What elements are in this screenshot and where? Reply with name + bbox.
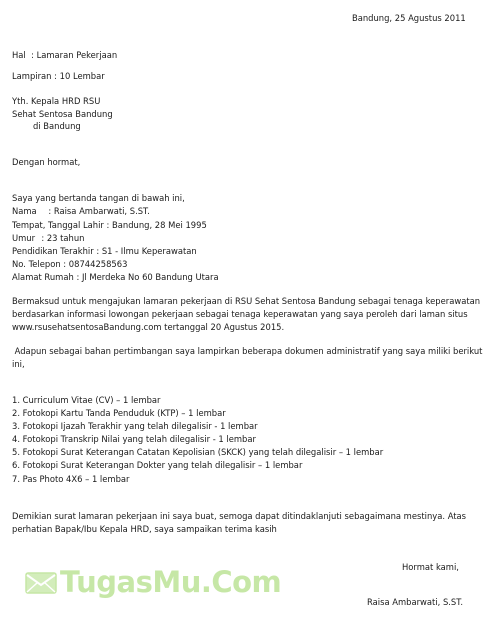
field-label: No. Telepon: [12, 259, 61, 269]
field-label: Alamat Rumah: [12, 272, 74, 282]
field-label: Nama: [12, 206, 37, 216]
document-item: 4. Fotokopi Transkrip Nilai yang telah dilegalisir - 1 lembar: [12, 434, 256, 444]
purpose-line: berdasarkan informasi lowongan pekerjaan sebagai tenaga keperawatan yang saya peroleh dari laman situs: [12, 309, 468, 319]
purpose-line: www.rsusehatsentosaBandung.com tertanggal 20 Agustus 2015.: [12, 322, 285, 332]
field-label: Umur: [12, 233, 36, 243]
document-item: 6. Fotokopi Surat Keterangan Dokter yang telah dilegalisir – 1 lembar: [12, 460, 303, 470]
intro-line: Saya yang bertanda tangan di bawah ini,: [12, 193, 185, 203]
watermark: [24, 563, 282, 603]
envelope-icon: [24, 568, 58, 596]
field-value: 23 tahun: [46, 233, 85, 243]
document-item: 2. Fotokopi Kartu Tanda Penduduk (KTP) – 1 lembar: [12, 408, 226, 418]
document-item: 5. Fotokopi Surat Keterangan Catatan Kepolisian (SKCK) yang telah dilegalisir – 1 lembar: [12, 447, 384, 457]
applicant-field-birth: [12, 220, 207, 231]
field-value: Raisa Ambarwati, S.ST.: [53, 206, 150, 216]
applicant-field-age: [12, 233, 84, 244]
field-separator: :: [36, 233, 47, 243]
field-value: 08744258563: [68, 259, 128, 269]
applicant-field-address: [12, 272, 219, 283]
attachment-intro-line: Adapun sebagai bahan pertimbangan saya lampirkan beberapa dokumen administratif yang saya miliki berikut: [12, 346, 483, 356]
recipient-line: di Bandung: [33, 121, 81, 131]
field-separator: :: [60, 259, 69, 269]
place-date: Bandung, 25 Agustus 2011: [352, 13, 466, 23]
document-item: 7. Pas Photo 4X6 – 1 lembar: [12, 474, 130, 484]
attachment-intro-line: ini,: [12, 359, 25, 369]
closing-line: Demikian surat lamaran pekerjaan ini saya buat, semoga dapat ditindaklanjuti sebagaimana mestinya. Atas: [12, 511, 467, 521]
field-separator: :: [103, 220, 113, 230]
applicant-field-education: [12, 246, 197, 257]
attachment-line: Lampiran : 10 Lembar: [12, 71, 105, 81]
field-value: Bandung, 28 Mei 1995: [112, 220, 207, 230]
field-label: Pendidikan Terakhir: [12, 246, 94, 256]
field-label: Tempat, Tanggal Lahir: [12, 220, 104, 230]
purpose-line: Bermaksud untuk mengajukan lamaran pekerjaan di RSU Sehat Sentosa Bandung sebagai tenaga keperawatan: [12, 296, 481, 306]
sign-off: Hormat kami,: [402, 562, 459, 572]
field-value: S1 - Ilmu Keperawatan: [101, 246, 197, 256]
signature-name: Raisa Ambarwati, S.ST.: [367, 597, 464, 607]
recipient-line: Sehat Sentosa Bandung: [12, 109, 113, 119]
document-item: 1. Curriculum Vitae (CV) – 1 lembar: [12, 395, 161, 405]
field-separator: :: [93, 246, 102, 256]
document-item: 3. Fotokopi Ijazah Terakhir yang telah dilegalisir - 1 lembar: [12, 421, 258, 431]
field-value: Jl Merdeka No 60 Bandung Utara: [81, 272, 219, 282]
recipient-line: Yth. Kepala HRD RSU: [12, 96, 101, 106]
watermark-text: TugasMu.Com: [60, 565, 282, 599]
closing-line: perhatian Bapak/Ibu Kepala HRD, saya sampaikan terima kasih: [12, 524, 277, 534]
field-separator: :: [43, 206, 54, 216]
applicant-field-name: [12, 206, 150, 217]
field-separator: :: [73, 272, 82, 282]
applicant-field-phone: [12, 259, 127, 270]
greeting: Dengan hormat,: [12, 157, 81, 167]
subject-line: Hal : Lamaran Pekerjaan: [12, 50, 118, 60]
